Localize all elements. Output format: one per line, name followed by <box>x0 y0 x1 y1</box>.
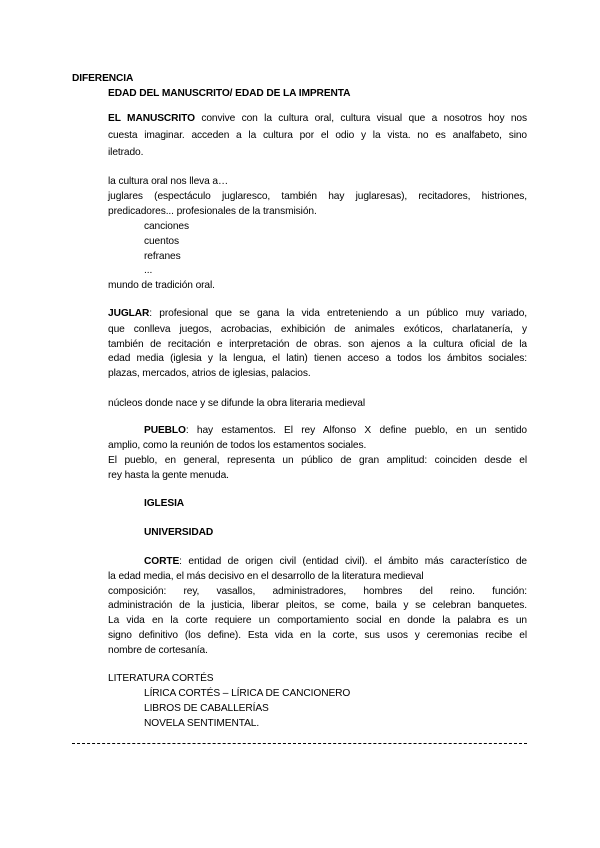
corte-line-5: La vida en la corte requiere un comportamiento social en donde la palabra es un <box>108 615 527 626</box>
nucleos-line: núcleos donde nace y se difunde la obra literaria medieval <box>108 398 365 409</box>
manuscrito-label: EL MANUSCRITO <box>108 113 195 124</box>
oral-item: cuentos <box>144 236 179 247</box>
oral-item: refranes <box>144 251 181 262</box>
manuscrito-line-3: iletrado. <box>108 147 144 158</box>
dashed-separator <box>72 743 527 744</box>
oral-line-2: juglares (espectáculo juglaresco, también hay juglaresas), recitadores, histriones, <box>108 191 527 202</box>
oral-item: canciones <box>144 221 189 232</box>
manuscrito-line-1: EL MANUSCRITO convive con la cultura oral, cultura visual que a nosotros hoy nos <box>108 113 527 124</box>
pueblo-line-4: rey hasta la gente menuda. <box>108 470 229 481</box>
corte-line-4: administración de la justicia, liberar pleitos, se come, baila y se celebran banquetes. <box>108 600 527 611</box>
literatura-item: LÍRICA CORTÉS – LÍRICA DE CANCIONERO <box>144 688 351 699</box>
corte-line-3: composición: rey, vasallos, administradores, hombres del reino. función: <box>108 586 527 597</box>
oral-line-4: mundo de tradición oral. <box>108 280 215 291</box>
oral-item: ... <box>144 265 153 276</box>
iglesia-heading: IGLESIA <box>144 498 185 509</box>
oral-line-1: la cultura oral nos lleva a… <box>108 176 229 187</box>
corte-line-6: signo definitivo (los define). Esta vida en la corte, sus usos y ceremonias recibe el <box>108 630 527 641</box>
corte-line-2: la edad media, el más decisivo en el desarrollo de la literatura medieval <box>108 571 424 582</box>
juglar-line-1: JUGLAR: profesional que se gana la vida entreteniendo a un público muy variado, <box>108 308 527 319</box>
juglar-line-2: que conlleva juegos, acrobacias, exhibición de animales exóticos, charlatanería, y <box>108 324 527 335</box>
juglar-label: JUGLAR <box>108 308 150 319</box>
juglar-line-3: también de recitación e interpretación de obras. son ajenos a la cultura oficial de la <box>108 339 527 350</box>
corte-line-1: CORTE: entidad de origen civil (entidad civil). el ámbito más característico de <box>144 556 527 567</box>
pueblo-label: PUEBLO <box>144 425 186 436</box>
subheading: EDAD DEL MANUSCRITO/ EDAD DE LA IMPRENTA <box>108 88 351 99</box>
pueblo-line-1: PUEBLO: hay estamentos. El rey Alfonso X define pueblo, en un sentido <box>144 425 527 436</box>
literatura-item: NOVELA SENTIMENTAL. <box>144 718 260 729</box>
universidad-heading: UNIVERSIDAD <box>144 527 214 538</box>
pueblo-line-3: El pueblo, en general, representa un público de gran amplitud: coinciden desde el <box>108 455 527 466</box>
juglar-line-5: plazas, mercados, atrios de iglesias, palacios. <box>108 368 311 379</box>
heading: DIFERENCIA <box>72 73 134 84</box>
literatura-title: LITERATURA CORTÉS <box>108 673 214 684</box>
juglar-line-4: edad media (iglesia y la lengua, el latin) tienen acceso a todos los ámbitos sociales: <box>108 353 527 364</box>
oral-line-3: predicadores... profesionales de la transmisión. <box>108 206 317 217</box>
manuscrito-line-2: cuesta imaginar. acceden a la cultura por el odio y la vista. no es analfabeto, sino <box>108 130 527 141</box>
corte-line-7: nombre de cortesanía. <box>108 645 208 656</box>
literatura-item: LIBROS DE CABALLERÍAS <box>144 703 269 714</box>
pueblo-line-2: amplio, como la reunión de todos los estamentos sociales. <box>108 440 367 451</box>
corte-label: CORTE <box>144 556 180 567</box>
